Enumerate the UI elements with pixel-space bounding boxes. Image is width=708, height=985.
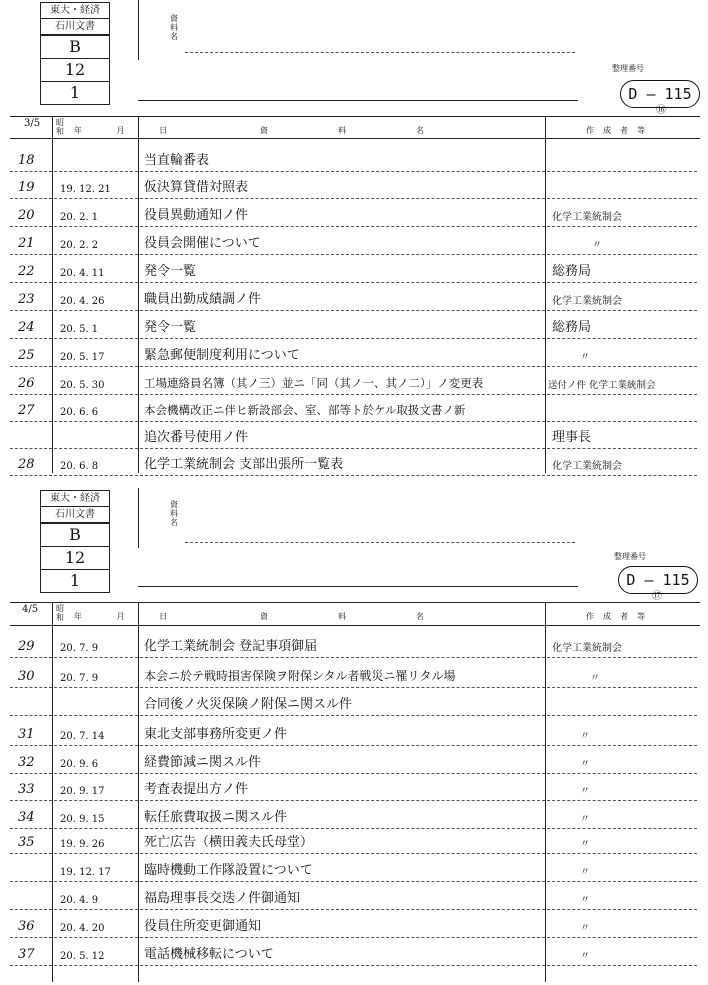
row-title: 仮決算貸借対照表 — [144, 180, 249, 195]
stamp-b: B — [41, 523, 109, 546]
row-rule — [547, 226, 697, 227]
row-agency: 化学工業統制会 — [552, 296, 622, 307]
row-rule — [10, 800, 52, 801]
row-title: 本会機構改正ニ伴ヒ新設部会、室、部等ト於ケル取扱文書ノ新 — [144, 403, 466, 417]
row-agency: 〃 — [580, 839, 590, 850]
row-date: 20. 9. 6 — [60, 759, 99, 770]
table-row — [0, 313, 708, 338]
header-title: 資料名 — [260, 126, 494, 135]
table-row — [0, 803, 708, 828]
row-title: 本会ニ於テ戦時損害保険ヲ附保シタル者戦災ニ罹リタル場 — [144, 669, 456, 683]
row-rule — [547, 338, 697, 339]
stamp-line2: 石川文書 — [41, 507, 109, 523]
row-agency: 化学工業統制会 — [552, 212, 622, 223]
row-rule — [547, 828, 697, 829]
row-title: 経費節減ニ関スル件 — [144, 755, 262, 770]
row-rule — [547, 881, 697, 882]
page-mark: ⑰ — [652, 591, 662, 602]
row-rule — [140, 338, 545, 339]
header-era: 昭和 — [56, 604, 64, 622]
row-rule — [54, 828, 138, 829]
row-title: 工場連絡員名簿（其ノ三）並ニ「同（其ノ一、其ノ二）」ノ変更表 — [144, 376, 484, 390]
row-rule — [10, 310, 52, 311]
row-rule — [54, 282, 138, 283]
row-date: 20. 4. 26 — [60, 296, 105, 307]
row-agency: 〃 — [580, 951, 590, 962]
row-title: 発令一覧 — [144, 264, 197, 279]
row-title: 合同後ノ火災保険ノ附保ニ関スル件 — [144, 697, 353, 712]
table-row — [0, 229, 708, 254]
doc-code: D ― 115 — [618, 566, 698, 594]
stamp-line1: 東大・経済 — [41, 491, 109, 507]
row-no: 25 — [18, 348, 35, 363]
doc-label: 資料名 — [170, 14, 178, 41]
row-title: 転任旅費取扱ニ関スル件 — [144, 810, 288, 825]
row-agency: 〃 — [580, 923, 590, 934]
row-agency: 〃 — [590, 673, 600, 684]
row-no: 31 — [18, 727, 35, 742]
row-title: 化学工業統制会 支部出張所一覧表 — [144, 457, 344, 472]
row-rule — [10, 853, 52, 854]
row-rule — [140, 448, 545, 449]
row-rule — [547, 853, 697, 854]
row-title: 役員異動通知ノ件 — [144, 208, 249, 223]
row-agency: 〃 — [580, 786, 590, 797]
class-label: 整理番号 — [612, 64, 644, 73]
row-date: 20. 4. 9 — [60, 895, 99, 906]
row-agency: 総務局 — [552, 264, 592, 279]
header-author: 作成者等 — [586, 126, 654, 135]
row-rule — [10, 448, 52, 449]
row-date: 20. 4. 20 — [60, 923, 105, 934]
row-title: 福島理事長交迭ノ件御通知 — [144, 891, 301, 906]
row-rule — [54, 254, 138, 255]
row-agency: 〃 — [580, 867, 590, 878]
row-rule — [54, 909, 138, 910]
stamp-12: 12 — [41, 546, 109, 569]
row-rule — [54, 965, 138, 966]
table-row — [0, 884, 708, 909]
row-no: 20 — [18, 208, 35, 223]
table-row — [0, 940, 708, 965]
row-rule — [547, 937, 697, 938]
table-row — [0, 341, 708, 366]
row-rule — [10, 687, 52, 688]
row-rule — [10, 421, 52, 422]
table-row — [0, 450, 708, 475]
row-rule — [54, 475, 138, 476]
row-date: 20. 5. 17 — [60, 352, 105, 363]
row-agency: 理事長 — [552, 430, 592, 445]
row-rule — [54, 226, 138, 227]
row-rule — [140, 657, 545, 658]
row-agency: 化学工業統制会 — [552, 461, 622, 472]
row-title: 職員出勤成績調ノ件 — [144, 292, 262, 307]
row-rule — [547, 171, 697, 172]
row-rule — [547, 475, 697, 476]
row-no: 36 — [18, 919, 35, 934]
row-date: 20. 4. 11 — [60, 268, 105, 279]
header-era: 昭和 — [56, 118, 64, 136]
row-rule — [54, 448, 138, 449]
row-rule — [140, 773, 545, 774]
header-year: 3/5 — [24, 118, 41, 129]
row-rule — [10, 881, 52, 882]
row-date: 20. 5. 12 — [60, 951, 105, 962]
table-row — [0, 828, 708, 853]
row-rule — [547, 254, 697, 255]
row-rule — [54, 171, 138, 172]
table-row — [0, 146, 708, 171]
table-row — [0, 396, 708, 421]
archive-stamp — [40, 490, 110, 593]
row-no: 23 — [18, 292, 35, 307]
row-agency: 〃 — [580, 895, 590, 906]
row-rule — [547, 687, 697, 688]
row-date: 20. 9. 17 — [60, 786, 105, 797]
class-label: 整理番号 — [614, 552, 646, 561]
page-mark: ⑯ — [656, 105, 666, 116]
row-date: 20. 2. 2 — [60, 240, 99, 251]
row-rule — [54, 421, 138, 422]
row-rule — [140, 310, 545, 311]
row-rule — [10, 254, 52, 255]
row-rule — [10, 282, 52, 283]
row-rule — [54, 394, 138, 395]
row-title: 臨時機動工作隊設置について — [144, 863, 313, 878]
row-no: 29 — [18, 639, 35, 654]
row-rule — [54, 657, 138, 658]
row-rule — [54, 687, 138, 688]
row-rule — [10, 475, 52, 476]
row-rule — [140, 198, 545, 199]
row-rule — [140, 881, 545, 882]
row-date: 20. 6. 8 — [60, 461, 99, 472]
row-rule — [140, 282, 545, 283]
row-no: 18 — [18, 153, 35, 168]
row-no: 22 — [18, 264, 35, 279]
table-row — [0, 173, 708, 198]
row-rule — [10, 773, 52, 774]
header-year: 4/5 — [22, 604, 39, 615]
row-rule — [54, 745, 138, 746]
row-rule — [54, 937, 138, 938]
row-rule — [10, 965, 52, 966]
row-rule — [140, 254, 545, 255]
stamp-12: 12 — [41, 58, 109, 81]
row-date: 20. 7. 14 — [60, 731, 105, 742]
row-rule — [547, 745, 697, 746]
row-no: 33 — [18, 782, 35, 797]
row-title: 役員住所変更御通知 — [144, 919, 262, 934]
row-rule — [10, 937, 52, 938]
row-rule — [140, 853, 545, 854]
doc-code: D ― 115 — [620, 80, 700, 108]
table-row — [0, 662, 708, 687]
row-rule — [10, 394, 52, 395]
row-rule — [547, 366, 697, 367]
row-rule — [54, 338, 138, 339]
row-date: 20. 5. 30 — [60, 380, 105, 391]
row-rule — [54, 773, 138, 774]
table-row — [0, 690, 708, 715]
row-rule — [547, 310, 697, 311]
row-rule — [10, 171, 52, 172]
row-no: 32 — [18, 755, 35, 770]
row-rule — [54, 881, 138, 882]
row-rule — [547, 965, 697, 966]
table-row — [0, 369, 708, 394]
table-row — [0, 748, 708, 773]
row-no: 30 — [18, 669, 35, 684]
row-date: 20. 7. 9 — [60, 673, 99, 684]
row-title: 死亡広告（横田義夫氏母堂） — [144, 835, 314, 850]
row-rule — [54, 853, 138, 854]
row-title: 追次番号使用ノ件 — [144, 430, 249, 445]
stamp-line2: 石川文書 — [41, 19, 109, 35]
row-date: 19. 12. 21 — [60, 184, 111, 195]
row-rule — [547, 715, 697, 716]
header-title: 資料名 — [260, 612, 494, 621]
row-no: 28 — [18, 457, 35, 472]
row-title: 東北支部事務所変更ノ件 — [144, 727, 288, 742]
stamp-1: 1 — [41, 81, 109, 104]
header-author: 作成者等 — [586, 612, 654, 621]
row-rule — [547, 657, 697, 658]
row-rule — [140, 828, 545, 829]
row-title: 緊急郵便制度利用について — [144, 348, 300, 363]
row-rule — [140, 226, 545, 227]
row-rule — [10, 828, 52, 829]
row-rule — [140, 421, 545, 422]
row-agency: 送付ノ件 化学工業統制会 — [548, 380, 656, 391]
row-agency: 〃 — [580, 814, 590, 825]
table-row — [0, 720, 708, 745]
row-rule — [140, 171, 545, 172]
table-row — [0, 775, 708, 800]
table-row — [0, 201, 708, 226]
row-date: 20. 6. 6 — [60, 407, 99, 418]
archive-stamp — [40, 2, 110, 105]
row-title: 役員会開催について — [144, 236, 261, 251]
row-rule — [547, 800, 697, 801]
row-date: 20. 5. 1 — [60, 324, 99, 335]
row-rule — [54, 198, 138, 199]
row-no: 37 — [18, 947, 35, 962]
header-date: 年 月 日 — [74, 126, 184, 135]
table-row — [0, 632, 708, 657]
row-rule — [10, 338, 52, 339]
row-rule — [140, 800, 545, 801]
row-agency: 〃 — [592, 240, 602, 251]
row-rule — [10, 366, 52, 367]
row-rule — [140, 909, 545, 910]
row-title: 発令一覧 — [144, 320, 197, 335]
row-rule — [54, 310, 138, 311]
row-date: 19. 9. 26 — [60, 839, 105, 850]
doc-label: 資料名 — [170, 500, 178, 527]
row-date: 20. 2. 1 — [60, 212, 99, 223]
row-rule — [54, 715, 138, 716]
header-date: 年 月 日 — [74, 612, 184, 621]
row-rule — [10, 226, 52, 227]
row-rule — [140, 475, 545, 476]
row-rule — [140, 965, 545, 966]
row-agency: 〃 — [580, 731, 590, 742]
row-rule — [140, 745, 545, 746]
row-no: 34 — [18, 810, 35, 825]
table-row — [0, 856, 708, 881]
row-rule — [140, 715, 545, 716]
row-rule — [547, 198, 697, 199]
row-rule — [10, 198, 52, 199]
row-rule — [140, 687, 545, 688]
row-rule — [547, 909, 697, 910]
row-no: 19 — [18, 180, 35, 195]
row-rule — [140, 937, 545, 938]
row-agency: 総務局 — [552, 320, 592, 335]
table-row — [0, 423, 708, 448]
row-rule — [140, 366, 545, 367]
table-row — [0, 912, 708, 937]
row-date: 19. 12. 17 — [60, 867, 111, 878]
table-row — [0, 285, 708, 310]
row-rule — [10, 745, 52, 746]
row-title: 電話機械移転について — [144, 947, 274, 962]
row-rule — [140, 394, 545, 395]
table-row — [0, 257, 708, 282]
row-agency: 化学工業統制会 — [552, 643, 622, 654]
row-title: 当直輪番表 — [144, 153, 210, 168]
row-agency: 〃 — [580, 759, 590, 770]
row-rule — [547, 448, 697, 449]
row-rule — [54, 800, 138, 801]
row-rule — [10, 909, 52, 910]
row-rule — [547, 394, 697, 395]
row-rule — [547, 773, 697, 774]
row-rule — [547, 421, 697, 422]
row-title: 化学工業統制会 登記事項御届 — [144, 639, 318, 654]
row-title: 考査表提出方ノ件 — [144, 782, 249, 797]
stamp-line1: 東大・経済 — [41, 3, 109, 19]
stamp-1: 1 — [41, 569, 109, 592]
row-no: 26 — [18, 376, 35, 391]
row-date: 20. 9. 15 — [60, 814, 105, 825]
row-no: 21 — [18, 236, 35, 251]
row-rule — [10, 657, 52, 658]
row-no: 27 — [18, 403, 35, 418]
row-no: 35 — [18, 835, 35, 850]
row-rule — [547, 282, 697, 283]
stamp-b: B — [41, 35, 109, 58]
row-rule — [54, 366, 138, 367]
row-rule — [10, 715, 52, 716]
row-agency: 〃 — [580, 352, 590, 363]
row-no: 24 — [18, 320, 35, 335]
row-date: 20. 7. 9 — [60, 643, 99, 654]
